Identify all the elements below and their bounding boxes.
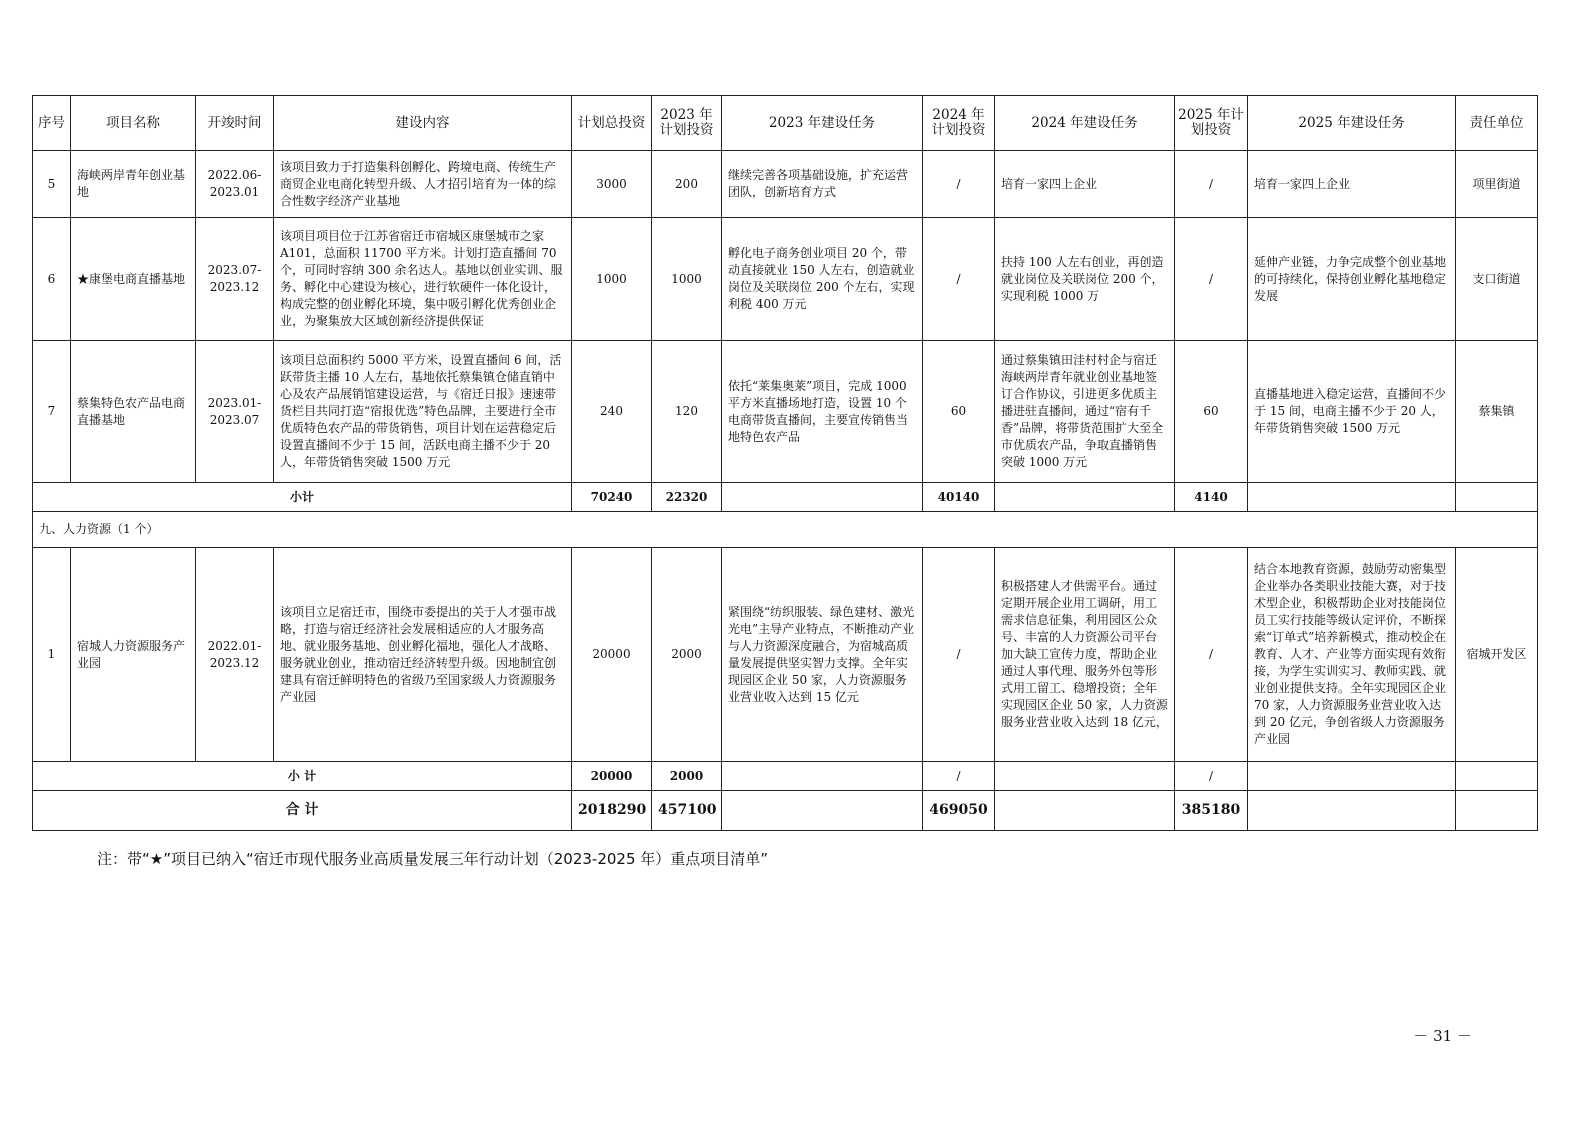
subtotal-inv-2023: 2000	[652, 762, 722, 791]
header-task-2025: 2025 年建设任务	[1248, 96, 1456, 151]
header-inv-2025: 2025 年计划投资	[1175, 96, 1248, 151]
total-inv-2023: 457100	[652, 791, 722, 831]
header-content: 建设内容	[274, 96, 572, 151]
row-unit: 蔡集镇	[1456, 341, 1538, 483]
row-inv-2024: /	[923, 218, 995, 341]
header-unit: 责任单位	[1456, 96, 1538, 151]
header-name: 项目名称	[71, 96, 196, 151]
table-row	[33, 151, 1538, 218]
subtotal-task-2025	[1248, 762, 1456, 791]
subtotal-task-2024	[995, 762, 1175, 791]
row-period: 2022.01-2023.12	[196, 548, 274, 762]
section-row	[33, 512, 1538, 548]
row-task-2023: 紧围绕“纺织服装、绿色建材、激光光电”主导产业特点，不断推动产业与人力资源深度融合，为宿城高质量发展提供坚实智力支撑。全年实现园区企业 50 家，人力资源服务业营业收入达到 15 亿元	[722, 548, 923, 762]
row-seq: 7	[33, 341, 71, 483]
subtotal-inv-2024: 40140	[923, 483, 995, 512]
subtotal-plan-total: 20000	[572, 762, 652, 791]
row-inv-2024: 60	[923, 341, 995, 483]
row-plan-total: 3000	[572, 151, 652, 218]
row-inv-2024: /	[923, 548, 995, 762]
subtotal-inv-2025: /	[1175, 762, 1248, 791]
row-period: 2022.06-2023.01	[196, 151, 274, 218]
header-task-2023: 2023 年建设任务	[722, 96, 923, 151]
total-task-2025	[1248, 791, 1456, 831]
row-task-2023: 依托“莱集奥莱”项目，完成 1000 平方米直播场地打造，设置 10 个电商带货直播间，主要宣传销售当地特色农产品	[722, 341, 923, 483]
subtotal-task-2023	[722, 483, 923, 512]
row-task-2025: 直播基地进入稳定运营，直播间不少于 15 间，电商主播不少于 20 人，年带货销售突破 1500 万元	[1248, 341, 1456, 483]
subtotal-unit	[1456, 762, 1538, 791]
row-plan-total: 240	[572, 341, 652, 483]
row-task-2023: 孵化电子商务创业项目 20 个，带动直接就业 150 人左右，创造就业岗位及关联岗位 200 个左右，实现利税 400 万元	[722, 218, 923, 341]
total-row	[33, 791, 1538, 831]
row-name: 海峡两岸青年创业基地	[71, 151, 196, 218]
row-inv-2023: 200	[652, 151, 722, 218]
subtotal-row	[33, 762, 1538, 791]
header-inv-2023: 2023 年计划投资	[652, 96, 722, 151]
header-inv-2024: 2024 年计划投资	[923, 96, 995, 151]
total-inv-2025: 385180	[1175, 791, 1248, 831]
row-task-2024: 积极搭建人才供需平台。通过定期开展企业用工调研，用工需求信息征集，利用园区公众号、丰富的人力资源公司平台加大缺工宣传力度，帮助企业通过人事代理、服务外包等形式用工留工、稳增投资；全年实现园区企业 50 家，人力资源服务业营业收入达到 18 亿元，	[995, 548, 1175, 762]
row-seq: 1	[33, 548, 71, 762]
row-task-2025: 结合本地教育资源，鼓励劳动密集型企业举办各类职业技能大赛，对于技术型企业，积极帮助企业对技能岗位员工实行技能等级认定评价，不断探索“订单式”培养新模式，推动校企在教育、人才、产业等方面实现有效衔接，为学生实训实习、教师实践、就业创业提供支持。全年实现园区企业 70 家，人力资源服务业营业收入达到 20 亿元，争创省级人力资源服务产业园	[1248, 548, 1456, 762]
subtotal-label: 小计	[33, 483, 572, 512]
row-task-2024: 通过蔡集镇田洼村村企与宿迁海峡两岸青年就业创业基地签订合作协议，引进更多优质主播进驻直播间，通过“宿有千香”品牌，将带货范围扩大至全市优质农产品，争取直播销售突破 1000 万元	[995, 341, 1175, 483]
row-inv-2023: 2000	[652, 548, 722, 762]
row-unit: 支口街道	[1456, 218, 1538, 341]
subtotal-plan-total: 70240	[572, 483, 652, 512]
subtotal-label: 小 计	[33, 762, 572, 791]
subtotal-inv-2023: 22320	[652, 483, 722, 512]
total-task-2024	[995, 791, 1175, 831]
row-inv-2023: 1000	[652, 218, 722, 341]
total-task-2023	[722, 791, 923, 831]
header-task-2024: 2024 年建设任务	[995, 96, 1175, 151]
row-name: 宿城人力资源服务产业园	[71, 548, 196, 762]
row-content: 该项目致力于打造集科创孵化、跨境电商、传统生产商贸企业电商化转型升级、人才招引培育为一体的综合性数字经济产业基地	[274, 151, 572, 218]
subtotal-row	[33, 483, 1538, 512]
row-unit: 项里街道	[1456, 151, 1538, 218]
subtotal-task-2024	[995, 483, 1175, 512]
table-row	[33, 548, 1538, 762]
row-task-2025: 培育一家四上企业	[1248, 151, 1456, 218]
row-inv-2025: /	[1175, 548, 1248, 762]
row-inv-2023: 120	[652, 341, 722, 483]
row-task-2025: 延伸产业链，力争完成整个创业基地的可持续化，保持创业孵化基地稳定发展	[1248, 218, 1456, 341]
row-plan-total: 1000	[572, 218, 652, 341]
row-name: ★康堡电商直播基地	[71, 218, 196, 341]
row-inv-2025: /	[1175, 218, 1248, 341]
row-inv-2025: /	[1175, 151, 1248, 218]
row-inv-2025: 60	[1175, 341, 1248, 483]
row-seq: 6	[33, 218, 71, 341]
row-task-2023: 继续完善各项基础设施，扩充运营团队，创新培育方式	[722, 151, 923, 218]
footnote: 注：带“★”项目已纳入“宿迁市现代服务业高质量发展三年行动计划（2023-2025 年）重点项目清单”	[97, 850, 769, 868]
row-unit: 宿城开发区	[1456, 548, 1538, 762]
subtotal-inv-2024: /	[923, 762, 995, 791]
row-inv-2024: /	[923, 151, 995, 218]
header-row	[33, 96, 1538, 151]
row-period: 2023.01-2023.07	[196, 341, 274, 483]
total-unit	[1456, 791, 1538, 831]
row-content: 该项目立足宿迁市，围绕市委提出的关于人才强市战略，打造与宿迁经济社会发展相适应的人才服务高地、就业服务基地、创业孵化福地，强化人才战略、服务就业创业，推动宿迁经济转型升级。因地制宜创建具有宿迁鲜明特色的省级乃至国家级人力资源服务产业园	[274, 548, 572, 762]
subtotal-inv-2025: 4140	[1175, 483, 1248, 512]
table-row	[33, 218, 1538, 341]
header-plan-total: 计划总投资	[572, 96, 652, 151]
header-period: 开竣时间	[196, 96, 274, 151]
header-seq: 序号	[33, 96, 71, 151]
row-period: 2023.07-2023.12	[196, 218, 274, 341]
total-inv-2024: 469050	[923, 791, 995, 831]
row-content: 该项目项目位于江苏省宿迁市宿城区康堡城市之家 A101，总面积 11700 平方米。计划打造直播间 70 个，可同时容纳 300 余名达人。基地以创业实训、服务、孵化中心建设为核心，进行软硬件一体化设计，构成完整的创业孵化环境，集中吸引孵化优秀创业企业，为聚集放大区域创新经济提供保证	[274, 218, 572, 341]
row-name: 蔡集特色农产品电商直播基地	[71, 341, 196, 483]
subtotal-task-2025	[1248, 483, 1456, 512]
subtotal-task-2023	[722, 762, 923, 791]
row-content: 该项目总面积约 5000 平方米，设置直播间 6 间，活跃带货主播 10 人左右，基地依托蔡集镇仓储直销中心及农产品展销馆建设运营，与《宿迁日报》速速带货栏目共同打造“宿报优选”特色品牌，主要进行全市优质特色农产品的带货销售，项目计划在运营稳定后设置直播间不少于 15 间，活跃电商主播不少于 20 人，年带货销售突破 1500 万元	[274, 341, 572, 483]
section-title: 九、人力资源（1 个）	[33, 512, 1538, 548]
project-table	[32, 95, 1538, 831]
page-number: － 31 －	[1413, 1027, 1472, 1045]
row-task-2024: 扶持 100 人左右创业，再创造就业岗位及关联岗位 200 个，实现利税 1000 万	[995, 218, 1175, 341]
total-plan-total: 2018290	[572, 791, 652, 831]
table-row	[33, 341, 1538, 483]
row-task-2024: 培育一家四上企业	[995, 151, 1175, 218]
subtotal-unit	[1456, 483, 1538, 512]
total-label: 合 计	[33, 791, 572, 831]
row-plan-total: 20000	[572, 548, 652, 762]
row-seq: 5	[33, 151, 71, 218]
